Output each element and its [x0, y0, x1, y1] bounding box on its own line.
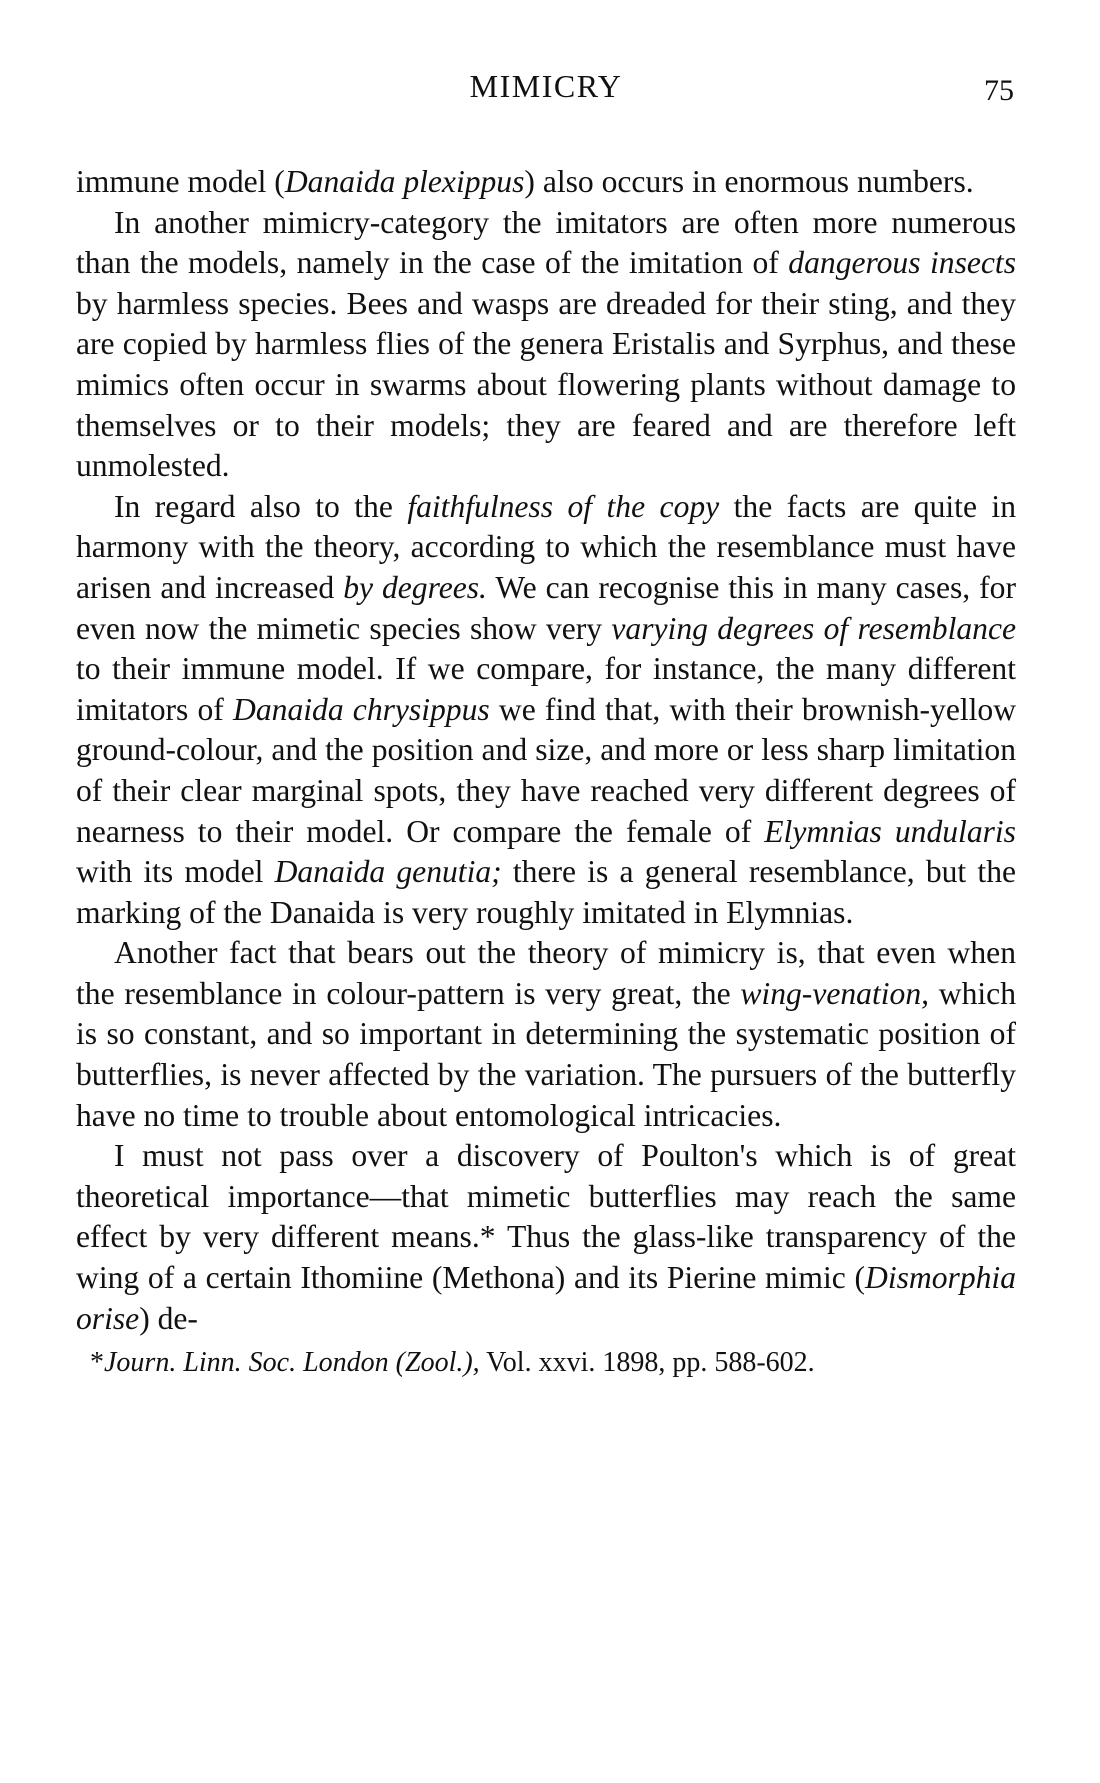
running-head: [76, 62, 1016, 110]
text-run: ) also occurs in enormous numbers.: [524, 164, 974, 199]
italic-text: Danaida plexippus: [284, 164, 525, 199]
text-run: I must not pass over a discovery of Poulton's which is of great theoretical importance—that mimetic butterflies may reach the same effect by very different means.* Thus the glass-like transparency of the wing of a certain Ithomiine (Methona) and its Pierine mimic (: [76, 1138, 1016, 1296]
book-page: [76, 62, 1016, 1381]
italic-text: Elymnias undularis: [764, 813, 1016, 849]
italic-text: Journ. Linn. Soc. London (Zool.),: [104, 1347, 480, 1379]
paragraph-3: [76, 487, 1016, 934]
paragraph-4: [76, 933, 1016, 1136]
text-run: In regard also to the: [114, 488, 408, 524]
italic-text: faithfulness of the copy: [407, 488, 720, 524]
footnote: [76, 1345, 1016, 1381]
text-run: *: [90, 1347, 104, 1379]
italic-text: varying degrees of resemblance: [611, 610, 1016, 646]
text-run: with its model: [76, 854, 275, 890]
text-run: Vol. xxvi. 1898, pp. 588-602.: [479, 1347, 815, 1379]
italic-text: Dismorphia orise: [76, 1260, 1016, 1336]
running-title: MIMICRY: [469, 68, 623, 104]
body-text: [76, 162, 1016, 1381]
text-run: there is a general resemblance, but the marking of the Danaida is very roughly imitated in Elymnias.: [76, 854, 1017, 930]
text-run: In another mimicry-category the imitators are often more numerous than the models, namely in the case of the imitation of: [76, 204, 1016, 281]
italic-text: Danaida genutia;: [274, 854, 502, 890]
italic-text: by degrees.: [343, 569, 487, 605]
paragraph-2: [76, 203, 1016, 487]
text-run: immune model (: [76, 164, 285, 199]
text-run: the facts are quite in harmony with the theory, according to which the resemblance must have arisen and increased: [76, 488, 1016, 605]
text-run: by harmless species. Bees and wasps are dreaded for their sting, and they are copied by harmless flies of the genera Eristalis and Syrphus, and these mimics often occur in swarms about flowering plants without damage to themselves or to their models; they are feared and are therefore left unmolested.: [76, 285, 1016, 484]
text-run: which is so constant, and so important in determining the systematic position of butterflies, is never affected by the variation. The pursuers of the butterfly have no time to trouble about entomological intricacies.: [76, 975, 1016, 1133]
italic-text: Danaida chrysippus: [233, 691, 490, 727]
paragraph-1: [76, 162, 1016, 203]
text-run: ) de-: [139, 1300, 198, 1336]
text-run: Another fact that bears out the theory of mimicry is, that even when the resemblance in colour-pattern is very great, the: [76, 935, 1016, 1011]
text-run: we find that, with their brownish-yellow ground-colour, and the position and size, and more or less sharp limitation of their clear marginal spots, they have reached very different degrees of nearness to their model. Or compare the female of: [76, 691, 1017, 849]
italic-text: wing-venation,: [740, 975, 930, 1011]
italic-text: dangerous insects: [788, 245, 1016, 281]
text-run: to their immune model. If we compare, for instance, the many different imitators of: [76, 651, 1016, 727]
paragraph-5: [76, 1136, 1016, 1339]
page-number: 75: [984, 74, 1014, 107]
text-run: We can recognise this in many cases, for even now the mimetic species show very: [76, 569, 1016, 646]
